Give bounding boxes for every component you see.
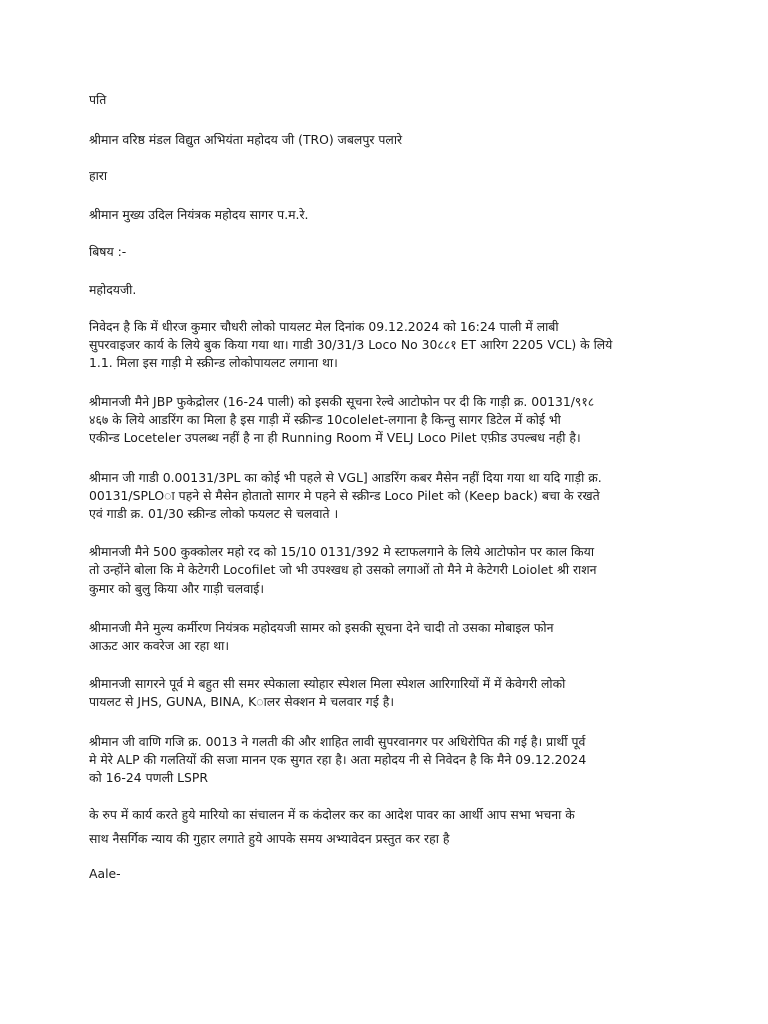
paragraph-2-line-2: ४६७ के लिये आडरिंग का मिला है इस गाड़ी में स्क्रीन्ड 10colelet-लगाना है किन्तु सागर डिटेल में कोई भी <box>89 412 561 427</box>
closing-line: Aale- <box>89 866 121 881</box>
paragraph-3-line-3: एवं गाडी क्र. 01/30 स्क्रीन्ड लोको फयलट से चलवाते । <box>89 506 339 521</box>
paragraph-3-line-2: 00131/SPLOा पहने से मैसेन होतातो सागर मे पहने से स्क्रीन्ड Loco Pilet को (Keep back) बचा के रखते <box>89 488 600 503</box>
greeting-line: महोदयजी. <box>89 282 137 297</box>
paragraph-4-line-2: तो उन्होंने बोला कि मे केटेगरी Locofilet जो भी उपश्खध हो उसको लगाओं तो मैने मे केटेगरी Loiolet श्री राशन <box>89 562 597 577</box>
paragraph-6-line-2: पायलट से JHS, GUNA, BINA, Kालर सेक्शन मे चलवार गई है। <box>89 694 395 709</box>
paragraph-4-line-3: कुमार को बुलु किया और गाड़ी चलवाई। <box>89 581 265 596</box>
paragraph-8-line-1: के रुप में कार्य करते हुये मारियो का संचालन में क कंदोलर कर का आदेश पावर का आर्थी आप सभा भचना के <box>89 807 575 822</box>
paragraph-6-line-1: श्रीमानजी सागरने पूर्व मे बहुत सी समर स्पेकाला स्योहार स्पेशल मिला स्पेशल आरिगारियों में में केवेगरी लोको <box>89 676 566 691</box>
paragraph-4-line-1: श्रीमानजी मैने 500 कुक्कोलर महो रद को 15/10 0131/392 मे स्टाफलगाने के लिये आटोफोन पर काल किया <box>89 544 595 559</box>
via-line: हारा <box>89 168 108 183</box>
paragraph-7-line-3: को 16-24 पणली LSPR <box>89 770 209 785</box>
paragraph-1-line-3: 1.1. मिला इस गाड़ी मे स्क्रीन्ड लोकोपायलट लगाना था। <box>89 355 338 370</box>
paragraph-7-line-2: मे मेरे ALP की गलतियों की सजा मानन एक सुगत रहा है। अता महोदय नी से निवेदन है कि मैने 09.12.2024 <box>89 752 587 767</box>
paragraph-5-line-1: श्रीमानजी मैने मुल्य कर्मीरण नियंत्रक महोदयजी सामर को इसकी सूचना देने चादी तो उसका मोबाइल फोन <box>89 620 554 635</box>
paragraph-8-line-2: साथ नैसर्गिक न्याय की गुहार लगाते हुये आपके समय अभ्यावेदन प्रस्तुत कर रहा है <box>89 831 450 846</box>
paragraph-1-line-2: सुपरवाइजर कार्य के लिये बुक किया गया था। गाडी 30/31/3 Loco No 30८८१ ET आरिग 2205 VCL) के लिये <box>89 337 613 352</box>
paragraph-3-line-1: श्रीमान जी गाडी 0.00131/3PL का कोई भी पहले से VGL] आडरिंग कबर मैसेन नहीं दिया गया था यदि गाड़ी क्र. <box>89 470 602 485</box>
salutation-to: पति <box>89 92 107 107</box>
subject-line: बिषय :- <box>89 244 127 259</box>
paragraph-2-line-3: एकीन्ड Loceteler उपलब्ध नहीं है ना ही Running Room में VELJ Loco Pilet एफ़ीड उपल्बध नही है। <box>89 430 581 445</box>
paragraph-5-line-2: आऊट आर कवरेज आ रहा था। <box>89 638 230 653</box>
paragraph-1-line-1: निवेदन है कि में धीरज कुमार चौधरी लोको पायलट मेल दिनांक 09.12.2024 को 16:24 पाली में लाबी <box>89 319 559 334</box>
paragraph-2-line-1: श्रीमानजी मैने JBP फुकेद्रोलर (16-24 पाली) को इसकी सूचना रेल्वे आटोफोन पर दी कि गाड़ी क्र. 00131/९१८ <box>89 394 595 409</box>
via-addressee-line: श्रीमान मुख्य उदिल नियंत्रक महोदय सागर प.म.रे. <box>89 207 309 222</box>
addressee-line: श्रीमान वरिष्ठ मंडल विद्युत अभियंता महोदय जी (TRO) जबलपुर पलारे <box>89 132 403 147</box>
paragraph-7-line-1: श्रीमान जी वाणि गजि क्र. 0013 ने गलती की और शाहित लावी सुपरवानगर पर अधिरोपित की गई है। प्रार्थी पूर्व <box>89 734 586 749</box>
